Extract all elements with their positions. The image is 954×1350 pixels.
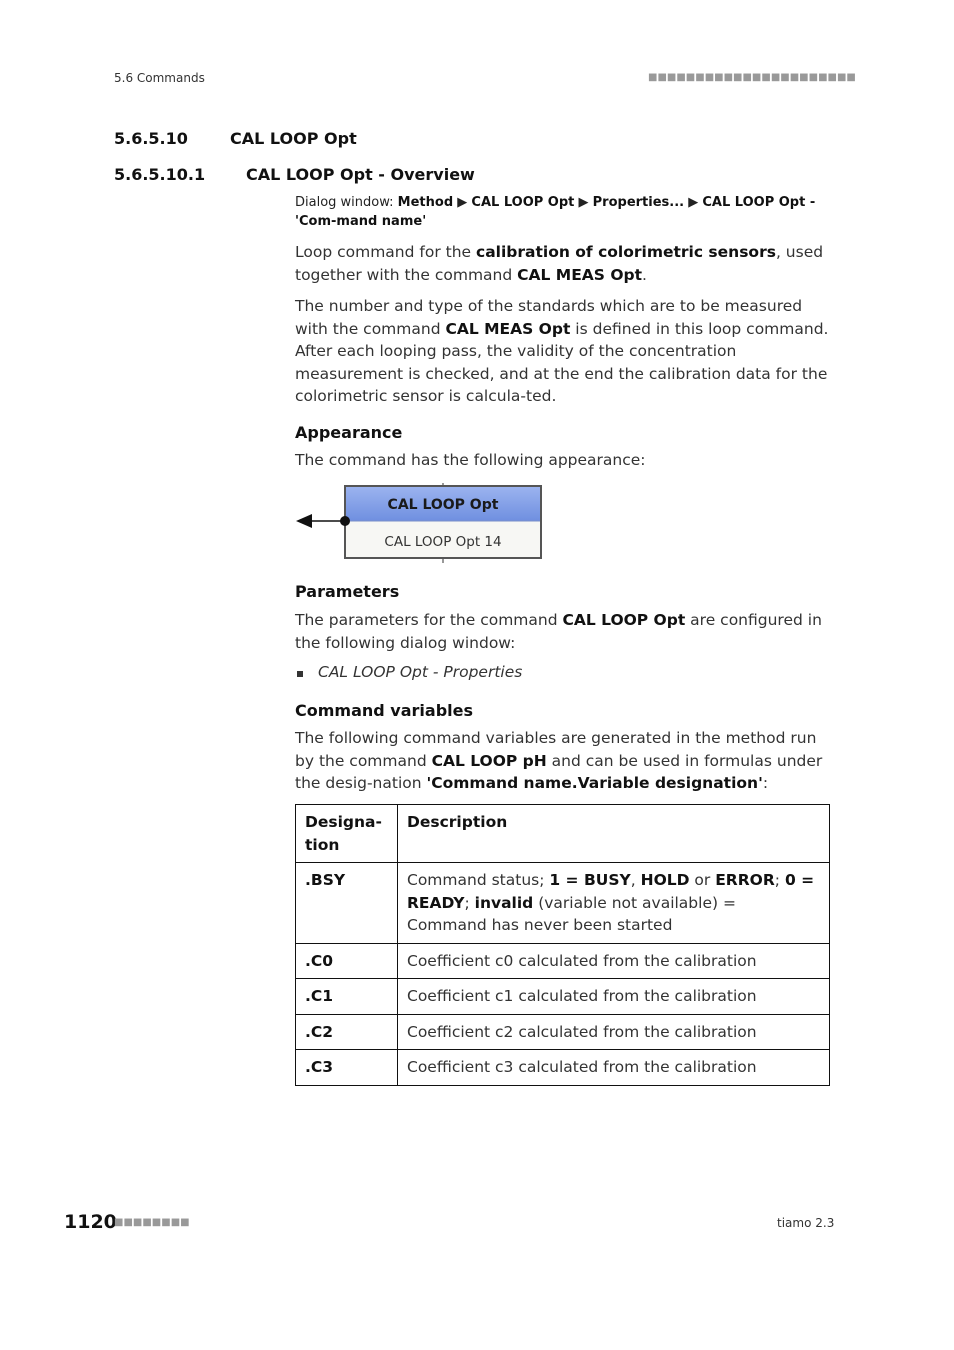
running-header-decoration: ■■■■■■■■■■■■■■■■■■■■■■ bbox=[648, 72, 856, 83]
breadcrumb-item: Method bbox=[397, 195, 454, 210]
text-run: The following command variables are generated in the method run by the command bbox=[295, 729, 817, 770]
text-run: (variable not available) = Command has never been started bbox=[407, 893, 736, 934]
parameters-paragraph bbox=[295, 609, 830, 654]
text-run: : bbox=[762, 774, 769, 792]
running-header-section: 5.6 Commands bbox=[114, 71, 205, 85]
bold-run: calibration of colorimetric sensors bbox=[476, 243, 776, 261]
subsection-number: 5.6.5.10.1 bbox=[114, 165, 206, 184]
breadcrumb-separator: ▶ bbox=[453, 195, 472, 210]
variable-designation: .C0 bbox=[296, 943, 398, 979]
subsection-heading bbox=[114, 165, 475, 184]
text-run: Loop command for the bbox=[295, 243, 476, 261]
table-row bbox=[296, 1014, 830, 1050]
variable-designation: .C2 bbox=[296, 1014, 398, 1050]
breadcrumb-separator: ▶ bbox=[574, 195, 593, 210]
product-name: tiamo 2.3 bbox=[777, 1216, 835, 1230]
loop-anchor-dot bbox=[340, 516, 350, 526]
breadcrumb-item: Properties... bbox=[592, 195, 685, 210]
table-row bbox=[296, 979, 830, 1015]
text-run: ; bbox=[464, 893, 475, 912]
command-variables-heading: Command variables bbox=[295, 701, 473, 720]
variable-description: Coefficient c1 calculated from the calibration bbox=[398, 979, 830, 1015]
table-row bbox=[296, 863, 830, 944]
page-number: 1120 bbox=[64, 1211, 117, 1233]
variable-description bbox=[398, 863, 830, 944]
command-appearance-diagram bbox=[295, 483, 545, 563]
text-run: are configured in the following dialog window: bbox=[295, 611, 822, 652]
properties-dialog-link[interactable]: CAL LOOP Opt - Properties bbox=[318, 663, 523, 681]
section-heading bbox=[114, 129, 357, 148]
text-run: The number and type of the standards which are to be measured with the command bbox=[295, 297, 803, 338]
bold-run: CAL MEAS Opt bbox=[445, 319, 571, 338]
command-variables-table bbox=[295, 804, 830, 1086]
bold-run: invalid bbox=[474, 893, 534, 912]
bullet-icon bbox=[297, 671, 303, 677]
text-run: is defined in this loop command. After each looping pass, the validity of the concentration measurement is checked, and at the end the calibration data for the colorimetric sensor is calcula-ted. bbox=[295, 319, 829, 405]
dialog-breadcrumb bbox=[295, 193, 830, 231]
bold-run: 'Command name.Variable designation' bbox=[426, 774, 763, 792]
bold-run: CAL LOOP Opt bbox=[562, 611, 686, 629]
intro-paragraph bbox=[295, 241, 830, 286]
text-run: , bbox=[630, 871, 641, 889]
section-number: 5.6.5.10 bbox=[114, 129, 188, 148]
bold-run: 0 = READY bbox=[407, 871, 815, 912]
command-block-label: CAL LOOP Opt 14 bbox=[384, 534, 502, 550]
breadcrumb-prefix: Dialog window: bbox=[295, 195, 398, 210]
text-run: and can be used in formulas under the desig-nation bbox=[295, 751, 823, 792]
description-paragraph bbox=[295, 295, 830, 408]
table-row bbox=[296, 943, 830, 979]
variable-designation: .C3 bbox=[296, 1050, 398, 1086]
table-row bbox=[296, 1050, 830, 1086]
table-header-designation: Designa-tion bbox=[296, 805, 398, 863]
text-run: The parameters for the command bbox=[295, 611, 563, 629]
text-run: or bbox=[689, 871, 716, 889]
table-header-row bbox=[296, 805, 830, 863]
appearance-text: The command has the following appearance: bbox=[295, 451, 646, 469]
table-header-description: Description bbox=[398, 805, 830, 863]
variable-designation: .BSY bbox=[296, 863, 398, 944]
section-title: CAL LOOP Opt bbox=[230, 129, 357, 148]
text-run: ; bbox=[774, 871, 785, 889]
subsection-title: CAL LOOP Opt - Overview bbox=[246, 165, 475, 184]
loop-arrow-icon bbox=[296, 514, 312, 528]
parameters-heading: Parameters bbox=[295, 582, 400, 601]
bold-run: HOLD bbox=[640, 871, 690, 889]
breadcrumb-item: CAL LOOP Opt - 'Com-mand name' bbox=[295, 195, 816, 229]
footer-decoration: ■■■■■■■■ bbox=[114, 1217, 190, 1228]
variable-description: Coefficient c2 calculated from the calibration bbox=[398, 1014, 830, 1050]
text-run: Command status; bbox=[407, 871, 550, 889]
breadcrumb-item: CAL LOOP Opt bbox=[471, 195, 575, 210]
command-variables-paragraph bbox=[295, 727, 830, 795]
variable-description: Coefficient c3 calculated from the calibration bbox=[398, 1050, 830, 1086]
breadcrumb-separator: ▶ bbox=[684, 195, 703, 210]
bold-run: ERROR bbox=[715, 871, 775, 889]
bold-run: CAL MEAS Opt bbox=[517, 265, 643, 284]
command-block-svg bbox=[295, 483, 545, 563]
bold-run: CAL LOOP pH bbox=[431, 751, 547, 770]
appearance-heading: Appearance bbox=[295, 423, 403, 442]
bold-run: 1 = BUSY bbox=[549, 871, 631, 889]
text-run: . bbox=[642, 265, 647, 284]
command-block-title: CAL LOOP Opt bbox=[387, 497, 499, 513]
variable-designation: .C1 bbox=[296, 979, 398, 1015]
variable-description: Coefficient c0 calculated from the calibration bbox=[398, 943, 830, 979]
text-run: , used together with the command bbox=[295, 243, 824, 284]
